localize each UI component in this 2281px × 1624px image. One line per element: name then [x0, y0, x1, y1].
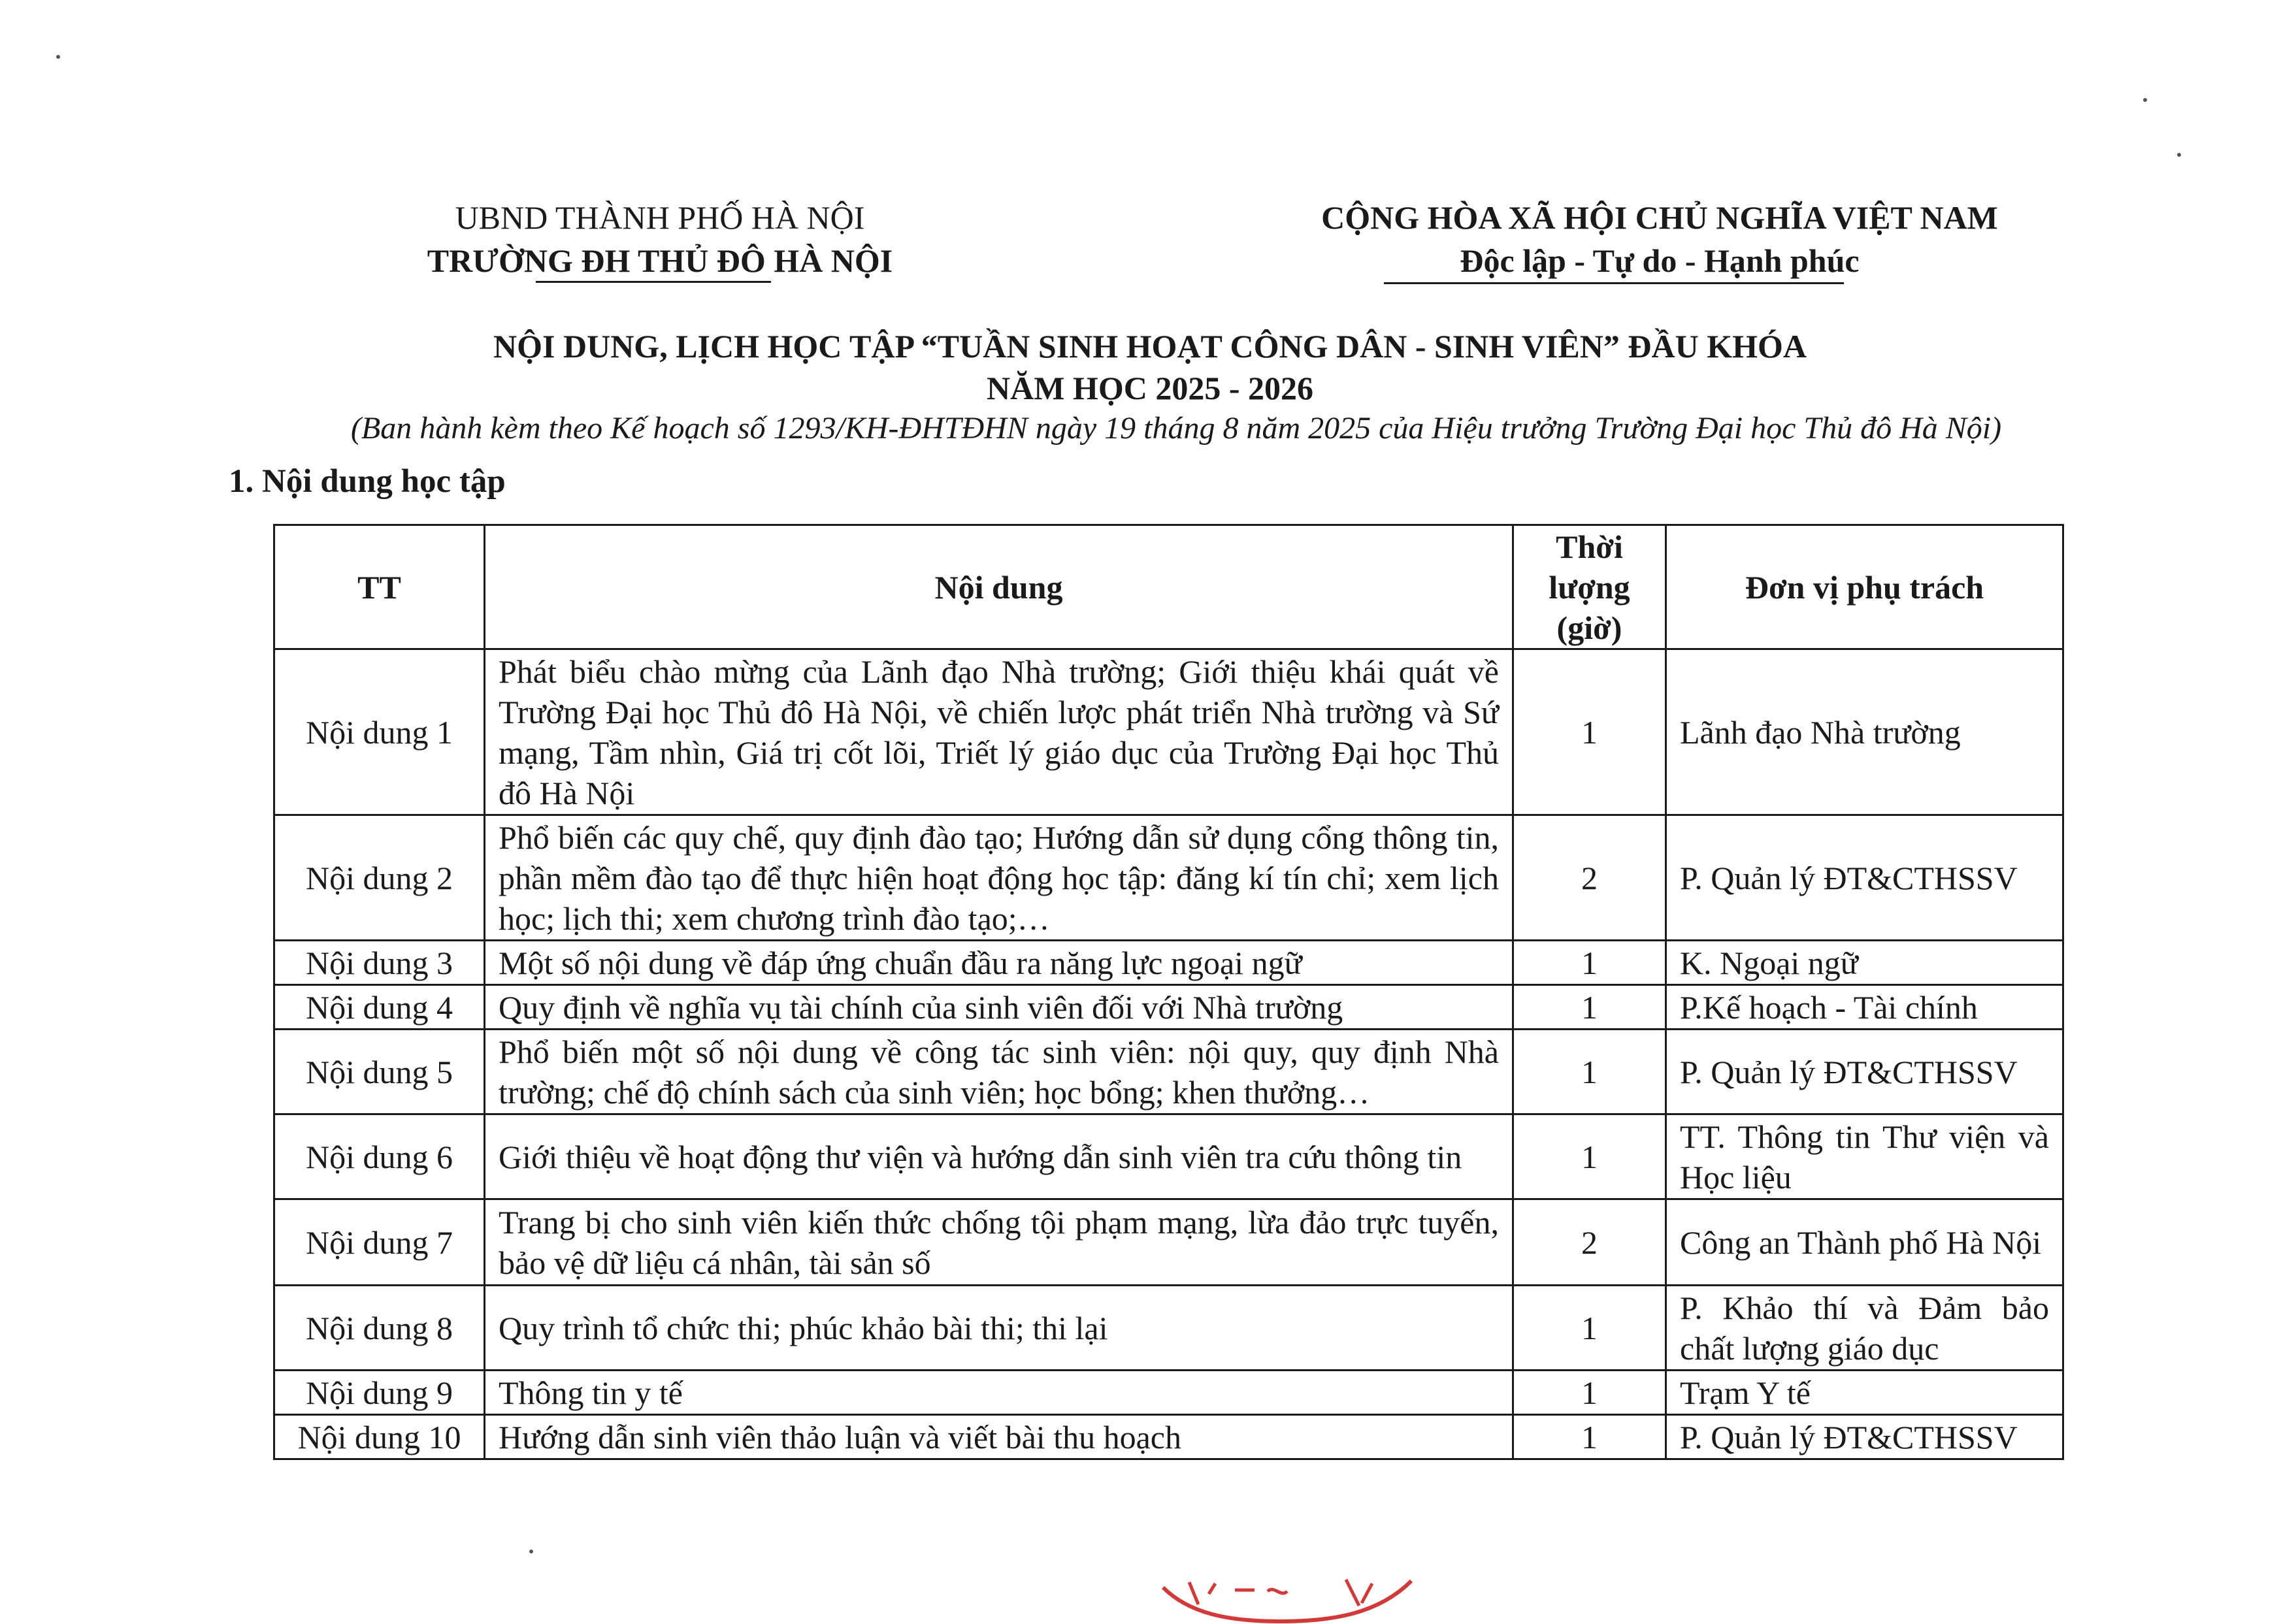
section-heading: 1. Nội dung học tập	[229, 463, 506, 500]
row-tt: Nội dung 8	[274, 1286, 485, 1371]
table-row	[274, 815, 2063, 941]
header-school-name: TRƯỜNG ĐH THỦ ĐÔ HÀ NỘI	[427, 242, 893, 279]
row-tt: Nội dung 2	[274, 815, 485, 941]
header-right-underline	[1384, 282, 1844, 284]
row-hours: 2	[1513, 1199, 1666, 1286]
table-row	[274, 649, 2063, 815]
row-content: Trang bị cho sinh viên kiến thức chống tội phạm mạng, lừa đảo trực tuyến, bảo vệ dữ liệu cá nhân, tài sản số	[485, 1199, 1513, 1286]
row-content: Phổ biến các quy chế, quy định đào tạo; Hướng dẫn sử dụng cổng thông tin, phần mềm đào tạo để thực hiện hoạt động học tập: đăng kí tín chỉ; xem lịch học; lịch thi; xem chương trình đào tạo;…	[485, 815, 1513, 941]
scan-speck	[56, 55, 60, 59]
row-tt: Nội dung 4	[274, 985, 485, 1030]
table-header-row	[274, 525, 2063, 649]
table-row	[274, 1286, 2063, 1371]
header-left-underline	[536, 281, 771, 283]
table-row	[274, 1199, 2063, 1286]
content-table	[273, 524, 2064, 1460]
row-tt: Nội dung 10	[274, 1415, 485, 1459]
row-unit: Trạm Y tế	[1666, 1371, 2063, 1415]
row-hours: 1	[1513, 1286, 1666, 1371]
table-row	[274, 985, 2063, 1030]
col-header-unit: Đơn vị phụ trách	[1666, 525, 2063, 649]
row-content: Quy định về nghĩa vụ tài chính của sinh viên đối với Nhà trường	[485, 985, 1513, 1030]
row-hours: 2	[1513, 815, 1666, 941]
row-hours: 1	[1513, 1371, 1666, 1415]
col-header-content: Nội dung	[485, 525, 1513, 649]
document-subtitle: (Ban hành kèm theo Kế hoạch số 1293/KH-ĐHTĐHN ngày 19 tháng 8 năm 2025 của Hiệu trưởng Trường Đại học Thủ đô Hà Nội)	[350, 411, 2002, 446]
row-hours: 1	[1513, 985, 1666, 1030]
document-title: NỘI DUNG, LỊCH HỌC TẬP “TUẦN SINH HOẠT CÔNG DÂN - SINH VIÊN” ĐẦU KHÓA	[493, 328, 1807, 365]
table-row	[274, 1415, 2063, 1459]
scan-speck	[2143, 98, 2147, 102]
header-authority: UBND THÀNH PHỐ HÀ NỘI	[455, 199, 865, 236]
scan-speck	[2177, 153, 2181, 157]
national-title: CỘNG HÒA XÃ HỘI CHỦ NGHĨA VIỆT NAM	[1321, 199, 1998, 236]
row-content: Thông tin y tế	[485, 1371, 1513, 1415]
row-content: Quy trình tổ chức thi; phúc khảo bài thi; thi lại	[485, 1286, 1513, 1371]
row-unit: Lãnh đạo Nhà trường	[1666, 649, 2063, 815]
row-unit: P.Kế hoạch - Tài chính	[1666, 985, 2063, 1030]
header-right	[1202, 196, 2117, 282]
row-tt: Nội dung 6	[274, 1114, 485, 1199]
scan-speck	[529, 1550, 533, 1553]
table-row	[274, 941, 2063, 985]
national-motto: Độc lập - Tự do - Hạnh phúc	[1460, 242, 1860, 279]
row-unit: Công an Thành phố Hà Nội	[1666, 1199, 2063, 1286]
header-left	[366, 196, 954, 282]
row-tt: Nội dung 9	[274, 1371, 485, 1415]
row-hours: 1	[1513, 1030, 1666, 1114]
row-unit: TT. Thông tin Thư viện và Học liệu	[1666, 1114, 2063, 1199]
row-content: Phát biểu chào mừng của Lãnh đạo Nhà trường; Giới thiệu khái quát về Trường Đại học Thủ đô Hà Nội, về chiến lược phát triển Nhà trường và Sứ mạng, Tầm nhìn, Giá trị cốt lõi, Triết lý giáo dục của Trường Đại học Thủ đô Hà Nội	[485, 649, 1513, 815]
row-content: Hướng dẫn sinh viên thảo luận và viết bài thu hoạch	[485, 1415, 1513, 1459]
table-row	[274, 1030, 2063, 1114]
row-hours: 1	[1513, 649, 1666, 815]
row-unit: P. Quản lý ĐT&CTHSSV	[1666, 1030, 2063, 1114]
row-tt: Nội dung 1	[274, 649, 485, 815]
table-row	[274, 1371, 2063, 1415]
row-hours: 1	[1513, 1415, 1666, 1459]
row-tt: Nội dung 3	[274, 941, 485, 985]
row-hours: 1	[1513, 1114, 1666, 1199]
row-content: Giới thiệu về hoạt động thư viện và hướng dẫn sinh viên tra cứu thông tin	[485, 1114, 1513, 1199]
row-unit: K. Ngoại ngữ	[1666, 941, 2063, 985]
table-row	[274, 1114, 2063, 1199]
document-year: NĂM HỌC 2025 - 2026	[987, 370, 1313, 406]
row-content: Phổ biến một số nội dung về công tác sinh viên: nội quy, quy định Nhà trường; chế độ chính sách của sinh viên; học bổng; khen thưởng…	[485, 1030, 1513, 1114]
row-content: Một số nội dung về đáp ứng chuẩn đầu ra năng lực ngoại ngữ	[485, 941, 1513, 985]
official-seal-icon	[1150, 1574, 1424, 1624]
row-tt: Nội dung 7	[274, 1199, 485, 1286]
col-header-tt: TT	[274, 525, 485, 649]
row-unit: P. Quản lý ĐT&CTHSSV	[1666, 815, 2063, 941]
row-unit: P. Quản lý ĐT&CTHSSV	[1666, 1415, 2063, 1459]
row-hours: 1	[1513, 941, 1666, 985]
row-unit: P. Khảo thí và Đảm bảo chất lượng giáo dục	[1666, 1286, 2063, 1371]
col-header-duration: Thời lượng (giờ)	[1513, 525, 1666, 649]
row-tt: Nội dung 5	[274, 1030, 485, 1114]
